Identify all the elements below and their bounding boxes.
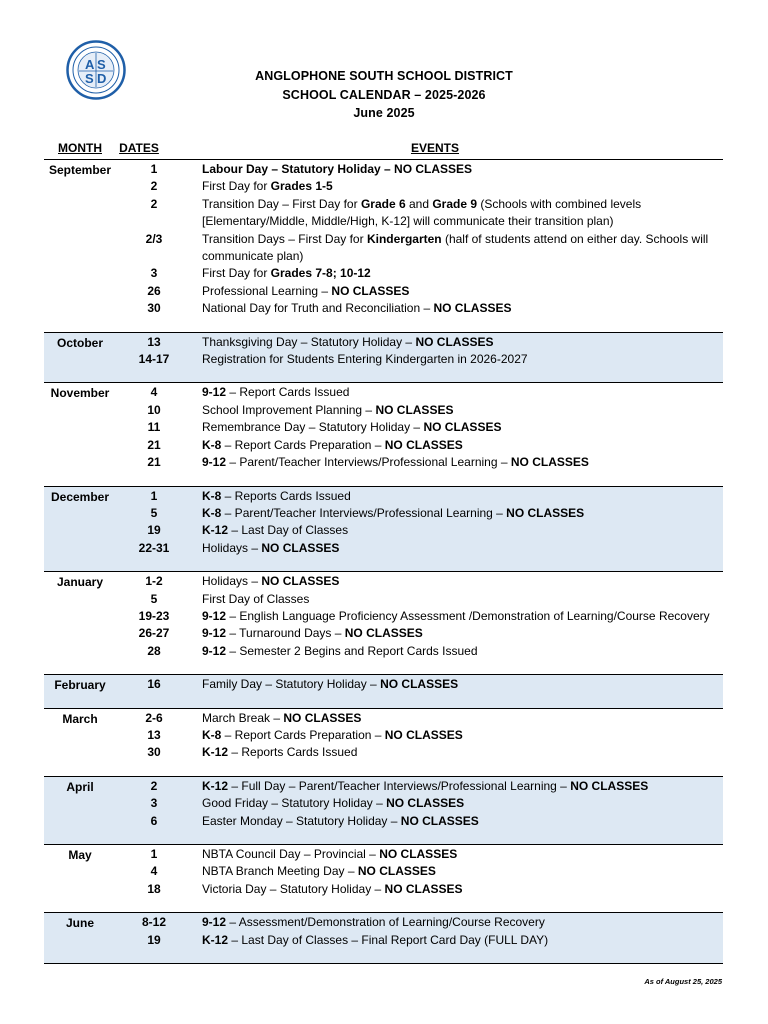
event-description [202, 881, 723, 898]
event-text-bold: NO CLASSES [384, 881, 463, 896]
event-description [202, 300, 723, 317]
event-text-bold: NO CLASSES [357, 864, 436, 879]
event-date: 3 [150, 266, 158, 281]
event-row [44, 231, 723, 266]
event-text: – Full Day – Parent/Teacher Interviews/Professional Learning – [228, 778, 571, 793]
event-description [202, 540, 723, 557]
event-description [202, 625, 723, 642]
event-date: 1-2 [145, 574, 163, 589]
event-description [202, 161, 723, 178]
event-date: 22-31 [138, 540, 170, 555]
event-text-bold: Grades 1-5 [270, 179, 333, 194]
event-date: 18 [147, 881, 161, 896]
event-date: 13 [147, 334, 161, 349]
event-row [44, 384, 723, 401]
event-text-bold: 9-12 [202, 608, 227, 623]
event-text-bold: NO CLASSES [386, 796, 465, 811]
event-row [44, 813, 723, 830]
event-row [44, 914, 723, 931]
event-description [202, 419, 723, 436]
event-date: 5 [150, 505, 158, 520]
event-text-bold: K-8 [202, 505, 222, 520]
event-text-bold: K-8 [202, 437, 222, 452]
event-text: Victoria Day – Statutory Holiday – [202, 881, 385, 896]
event-description [202, 643, 723, 660]
event-row [44, 283, 723, 300]
month-label: January [56, 575, 104, 590]
event-text-bold: NO CLASSES [379, 847, 458, 861]
month-label: February [54, 678, 106, 693]
event-date: 6 [150, 813, 158, 828]
event-row [44, 710, 723, 727]
event-date: 1 [150, 847, 158, 861]
event-date: 19-23 [138, 608, 170, 623]
event-row [44, 591, 723, 608]
month-label: December [50, 489, 110, 504]
event-row [44, 161, 723, 178]
event-date: 5 [150, 591, 158, 606]
month-group [44, 333, 723, 384]
calendar-table [44, 159, 723, 964]
event-row [44, 608, 723, 625]
district-name: ANGLOPHONE SOUTH SCHOOL DISTRICT [255, 69, 513, 83]
event-description [202, 778, 723, 795]
month-label: April [66, 779, 94, 794]
event-text: – Parent/Teacher Interviews/Professional Learning – [226, 455, 511, 470]
document-title [0, 67, 768, 123]
event-description [202, 744, 723, 761]
event-text: (Schools with combined levels [Elementary/Middle, Middle/High, K-12] will communicate their transition plan) [202, 196, 642, 229]
event-row [44, 265, 723, 282]
event-text: – Report Cards Preparation – [221, 727, 385, 742]
event-row [44, 573, 723, 590]
event-text-bold: 9-12 [202, 455, 227, 470]
event-row [44, 334, 723, 351]
event-date: 14-17 [138, 352, 170, 367]
event-description [202, 591, 723, 608]
event-text: – Last Day of Classes [228, 523, 349, 538]
event-date: 3 [150, 796, 158, 811]
event-date: 28 [147, 643, 161, 658]
event-date: 1 [150, 488, 158, 503]
event-date: 2 [150, 196, 158, 211]
event-text: NBTA Council Day – Provincial – [202, 847, 380, 861]
event-date: 1 [150, 162, 158, 176]
event-description [202, 196, 723, 231]
svg-text:D: D [97, 71, 107, 86]
event-text-bold: NO CLASSES [510, 455, 589, 470]
event-date: 2 [150, 179, 158, 194]
event-date: 8-12 [141, 915, 167, 930]
event-description [202, 710, 723, 727]
event-text-bold: NO CLASSES [283, 710, 362, 725]
event-description [202, 727, 723, 744]
month-label: May [68, 848, 92, 862]
event-date: 21 [147, 455, 161, 470]
event-row [44, 727, 723, 744]
event-description [202, 813, 723, 830]
month-label: October [56, 335, 103, 350]
event-text: Holidays – [202, 540, 262, 555]
event-text: – Parent/Teacher Interviews/Professional Learning – [221, 505, 507, 520]
event-text: Registration for Students Entering Kindergarten in 2026-2027 [202, 352, 528, 367]
event-text: Professional Learning – [202, 283, 332, 298]
svg-text:S: S [97, 57, 106, 72]
event-text-bold: K-12 [202, 932, 229, 947]
event-description [202, 914, 723, 931]
event-row [44, 846, 723, 863]
event-text-bold: Grade 6 [360, 196, 406, 211]
event-text-bold: NO CLASSES [331, 283, 410, 298]
event-text: – Turnaround Days – [226, 626, 345, 641]
event-text-bold: Labour Day – Statutory Holiday – NO CLASSES [202, 162, 473, 176]
event-row [44, 881, 723, 898]
event-description [202, 608, 723, 625]
month-group [44, 572, 723, 675]
event-text-bold: K-8 [202, 488, 222, 503]
event-text-bold: K-12 [202, 523, 229, 538]
event-text-bold: 9-12 [202, 385, 227, 400]
month-group [44, 383, 723, 486]
svg-text:A: A [85, 57, 95, 72]
as-of-date: As of August 25, 2025 [644, 977, 722, 986]
event-text-bold: NO CLASSES [384, 727, 463, 742]
month-group [44, 777, 723, 845]
event-text: – Last Day of Classes – Final Report Card Day (FULL DAY) [228, 932, 549, 947]
event-text: National Day for Truth and Reconciliation – [202, 301, 434, 316]
event-row [44, 351, 723, 368]
event-date: 4 [150, 864, 158, 879]
event-text: – Assessment/Demonstration of Learning/Course Recovery [226, 915, 545, 930]
column-header-month: MONTH [58, 141, 102, 155]
event-text-bold: NO CLASSES [415, 334, 494, 349]
event-description [202, 573, 723, 590]
month-group [44, 913, 723, 964]
event-text: Family Day – Statutory Holiday – [202, 677, 381, 692]
event-text-bold: K-8 [202, 727, 222, 742]
event-description [202, 334, 723, 351]
event-row [44, 676, 723, 693]
event-row [44, 625, 723, 642]
event-text: – Reports Cards Issued [221, 488, 351, 503]
event-row [44, 196, 723, 231]
month-label: June [65, 916, 94, 931]
event-text: Thanksgiving Day – Statutory Holiday – [202, 334, 416, 349]
event-text: School Improvement Planning – [202, 402, 376, 417]
event-row [44, 402, 723, 419]
event-date: 4 [150, 385, 158, 400]
month-group [44, 160, 723, 333]
event-date: 26 [147, 283, 161, 298]
event-text-bold: K-12 [202, 778, 229, 793]
event-text-bold: NO CLASSES [261, 540, 340, 555]
event-description [202, 488, 723, 505]
event-text: Transition Days – First Day for [202, 231, 367, 246]
event-text: Holidays – [202, 574, 262, 589]
month-label: September [48, 163, 112, 177]
event-description [202, 846, 723, 863]
event-text: (half of students attend on either day. Schools will communicate plan) [202, 231, 709, 264]
event-text-bold: NO CLASSES [344, 626, 423, 641]
month-group [44, 675, 723, 708]
event-date: 26-27 [138, 626, 170, 641]
event-text-bold: NO CLASSES [380, 677, 459, 692]
event-text-bold: NO CLASSES [506, 505, 585, 520]
event-description [202, 932, 723, 949]
event-text: – Reports Cards Issued [228, 745, 358, 760]
event-text-bold: NO CLASSES [423, 420, 502, 435]
svg-text:S: S [85, 71, 94, 86]
event-row [44, 419, 723, 436]
event-description [202, 265, 723, 282]
event-text-bold: NO CLASSES [261, 574, 340, 589]
event-date: 11 [147, 420, 161, 435]
event-text: – English Language Proficiency Assessment /Demonstration of Learning/Course Recovery [226, 608, 710, 623]
event-row [44, 540, 723, 557]
event-row [44, 795, 723, 812]
event-text-bold: 9-12 [202, 643, 227, 658]
event-row [44, 744, 723, 761]
column-header-events: EVENTS [410, 141, 459, 155]
event-row [44, 488, 723, 505]
event-date: 30 [147, 301, 161, 316]
event-text: and [405, 196, 433, 211]
event-description [202, 283, 723, 300]
event-date: 19 [147, 932, 161, 947]
month-label: March [62, 711, 98, 726]
event-text: Good Friday – Statutory Holiday – [202, 796, 387, 811]
event-date: 21 [147, 437, 161, 452]
event-date: 10 [147, 402, 161, 417]
event-row [44, 454, 723, 471]
event-text-bold: K-12 [202, 745, 229, 760]
event-description [202, 522, 723, 539]
event-description [202, 505, 723, 522]
event-description [202, 676, 723, 693]
event-row [44, 643, 723, 660]
event-description [202, 863, 723, 880]
event-date: 2-6 [145, 710, 163, 725]
event-description [202, 351, 723, 368]
event-text: NBTA Branch Meeting Day – [202, 864, 358, 879]
month-group [44, 709, 723, 777]
event-description [202, 795, 723, 812]
event-description [202, 231, 723, 266]
event-description [202, 178, 723, 195]
event-text-bold: 9-12 [202, 626, 227, 641]
event-text: First Day for [202, 266, 271, 281]
event-row [44, 932, 723, 949]
event-text-bold: 9-12 [202, 915, 227, 930]
event-description [202, 402, 723, 419]
event-text: – Semester 2 Begins and Report Cards Issued [226, 643, 478, 658]
event-text: First Day for [202, 179, 271, 194]
event-text-bold: NO CLASSES [400, 813, 479, 828]
event-date: 2 [150, 778, 158, 793]
event-text: – Report Cards Issued [226, 385, 350, 400]
event-text-bold: Grade 9 [432, 196, 478, 211]
event-text-bold: NO CLASSES [570, 778, 649, 793]
event-text-bold: Kindergarten [366, 231, 442, 246]
event-date: 16 [147, 677, 161, 692]
event-row [44, 863, 723, 880]
month-group [44, 845, 723, 913]
event-text: Transition Day – First Day for [202, 196, 361, 211]
event-row [44, 178, 723, 195]
event-date: 30 [147, 745, 161, 760]
event-row [44, 505, 723, 522]
event-text-bold: Grades 7-8; 10-12 [270, 266, 371, 281]
event-text-bold: NO CLASSES [375, 402, 454, 417]
event-date: 2/3 [145, 231, 163, 246]
event-text-bold: NO CLASSES [433, 301, 512, 316]
event-row [44, 437, 723, 454]
event-date: 19 [147, 523, 161, 538]
event-description [202, 437, 723, 454]
event-text-bold: NO CLASSES [384, 437, 463, 452]
event-date: 13 [147, 727, 161, 742]
event-row [44, 778, 723, 795]
event-description [202, 384, 723, 401]
month-group [44, 487, 723, 573]
event-row [44, 522, 723, 539]
event-text: – Report Cards Preparation – [221, 437, 385, 452]
event-text: First Day of Classes [202, 591, 310, 606]
column-header-dates: DATES [119, 141, 159, 155]
calendar-version: June 2025 [353, 106, 415, 120]
event-text: Remembrance Day – Statutory Holiday – [202, 420, 424, 435]
event-row [44, 300, 723, 317]
calendar-title: SCHOOL CALENDAR – 2025-2026 [282, 87, 486, 102]
event-text: Easter Monday – Statutory Holiday – [202, 813, 401, 828]
event-description [202, 454, 723, 471]
event-text: March Break – [202, 710, 284, 725]
month-label: November [50, 386, 110, 401]
